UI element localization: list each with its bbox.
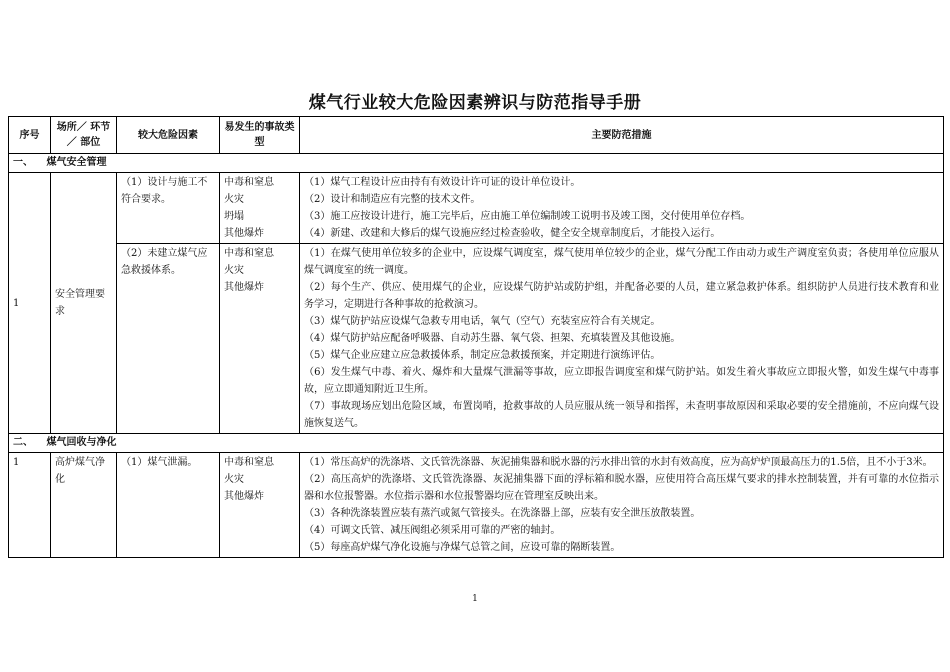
section-row xyxy=(9,434,944,453)
table-row xyxy=(9,453,944,558)
measures-cell xyxy=(300,173,944,244)
accident-cell xyxy=(220,244,300,434)
row-location: 安全管理要求 xyxy=(51,173,117,434)
table-row xyxy=(9,244,944,434)
header-index: 序号 xyxy=(9,117,51,154)
measure-item: （3）施工应按设计进行，施工完毕后，应由施工单位编制竣工说明书及竣工图，交付使用单位存档。 xyxy=(304,211,751,222)
measures-cell xyxy=(300,453,944,558)
measure-item: （4）可调文氏管、减压阀组必须采用可靠的严密的轴封。 xyxy=(304,525,561,536)
header-measures: 主要防范措施 xyxy=(300,117,944,154)
section-number: 一、 xyxy=(13,157,33,168)
measure-item: （3）煤气防护站应设煤气急救专用电话，氧气（空气）充装室应符合有关规定。 xyxy=(304,316,661,327)
measure-item: （1）在煤气使用单位较多的企业中，应设煤气调度室，煤气使用单位较少的企业，煤气分配工作由动力或生产调度室负责；各使用单位应服从煤气调度室的统一调度。 xyxy=(304,248,939,276)
risk-cell: （1）设计与施工不符合要求。 xyxy=(117,173,220,244)
accident-type: 其他爆炸 xyxy=(224,228,264,239)
section-number: 二、 xyxy=(13,437,33,448)
measures-cell xyxy=(300,244,944,434)
table-row xyxy=(9,173,944,244)
measure-item: （1）常压高炉的洗涤塔、文氏管洗涤器、灰泥捕集器和脱水器的污水排出管的水封有效高度，应为高炉炉顶最高压力的1.5倍，且不小于3米。 xyxy=(304,457,933,468)
row-index: 1 xyxy=(9,453,51,558)
page-number: 1 xyxy=(472,594,478,604)
accident-type: 其他爆炸 xyxy=(224,282,264,293)
measure-item: （5）每座高炉煤气净化设施与净煤气总管之间，应设可靠的隔断装置。 xyxy=(304,542,621,553)
header-risk: 较大危险因素 xyxy=(117,117,220,154)
accident-type: 火灾 xyxy=(224,265,244,276)
measure-item: （4）新建、改建和大修后的煤气设施应经过检查验收，健全安全规章制度后，才能投入运行。 xyxy=(304,228,721,239)
measure-item: （1）煤气工程设计应由持有有效设计许可证的设计单位设计。 xyxy=(304,177,581,188)
accident-type: 坍塌 xyxy=(224,211,244,222)
section-row xyxy=(9,154,944,173)
measure-item: （2）高压高炉的洗涤塔、文氏管洗涤器、灰泥捕集器下面的浮标箱和脱水器，应使用符合高压煤气要求的排水控制装置，并有可靠的水位指示器和水位报警器。水位指示器和水位报警器均应在管理室反映出来。 xyxy=(304,474,939,502)
risk-cell: （2）未建立煤气应急救援体系。 xyxy=(117,244,220,434)
accident-type: 中毒和窒息 xyxy=(224,248,274,259)
row-index: 1 xyxy=(9,173,51,434)
header-accident: 易发生的事故类型 xyxy=(220,117,300,154)
accident-cell xyxy=(220,173,300,244)
accident-cell xyxy=(220,453,300,558)
document-title: 煤气行业较大危险因素辨识与防范指导手册 xyxy=(308,93,642,113)
risk-cell: （1）煤气泄漏。 xyxy=(117,453,220,558)
section-title: 煤气安全管理 xyxy=(46,157,107,168)
accident-type: 其他爆炸 xyxy=(224,491,264,502)
section-title: 煤气回收与净化 xyxy=(46,437,117,448)
accident-type: 中毒和窒息 xyxy=(224,457,274,468)
measure-item: （7）事故现场应划出危险区域，布置岗哨，抢救事故的人员应服从统一领导和指挥，未查明事故原因和采取必要的安全措施前，不应向煤气设施恢复送气。 xyxy=(304,401,939,429)
measure-item: （6）发生煤气中毒、着火、爆炸和大量煤气泄漏等事故，应立即报告调度室和煤气防护站。如发生着火事故应立即报火警，如发生煤气中毒事故，应立即通知附近卫生所。 xyxy=(304,367,939,395)
measure-item: （2）每个生产、供应、使用煤气的企业，应设煤气防护站或防护组，并配备必要的人员，建立紧急救护体系。组织防护人员进行技术教育和业务学习，定期进行各种事故的抢救演习。 xyxy=(304,282,939,310)
measure-item: （3）各种洗涤装置应装有蒸汽或氮气管接头。在洗涤器上部，应装有安全泄压放散装置。 xyxy=(304,508,701,519)
measure-item: （4）煤气防护站应配备呼吸器、自动苏生器、氧气袋、担架、充填装置及其他设施。 xyxy=(304,333,681,344)
row-location: 高炉煤气净化 xyxy=(51,453,117,558)
accident-type: 中毒和窒息 xyxy=(224,177,274,188)
accident-type: 火灾 xyxy=(224,194,244,205)
measure-item: （5）煤气企业应建立应急救援体系，制定应急救援预案，并定期进行演练评估。 xyxy=(304,350,661,361)
table-header-row xyxy=(9,117,944,154)
measure-item: （2）设计和制造应有完整的技术文件。 xyxy=(304,194,481,205)
accident-type: 火灾 xyxy=(224,474,244,485)
header-location: 场所／ 环节／ 部位 xyxy=(51,117,117,154)
hazard-table xyxy=(8,116,944,558)
